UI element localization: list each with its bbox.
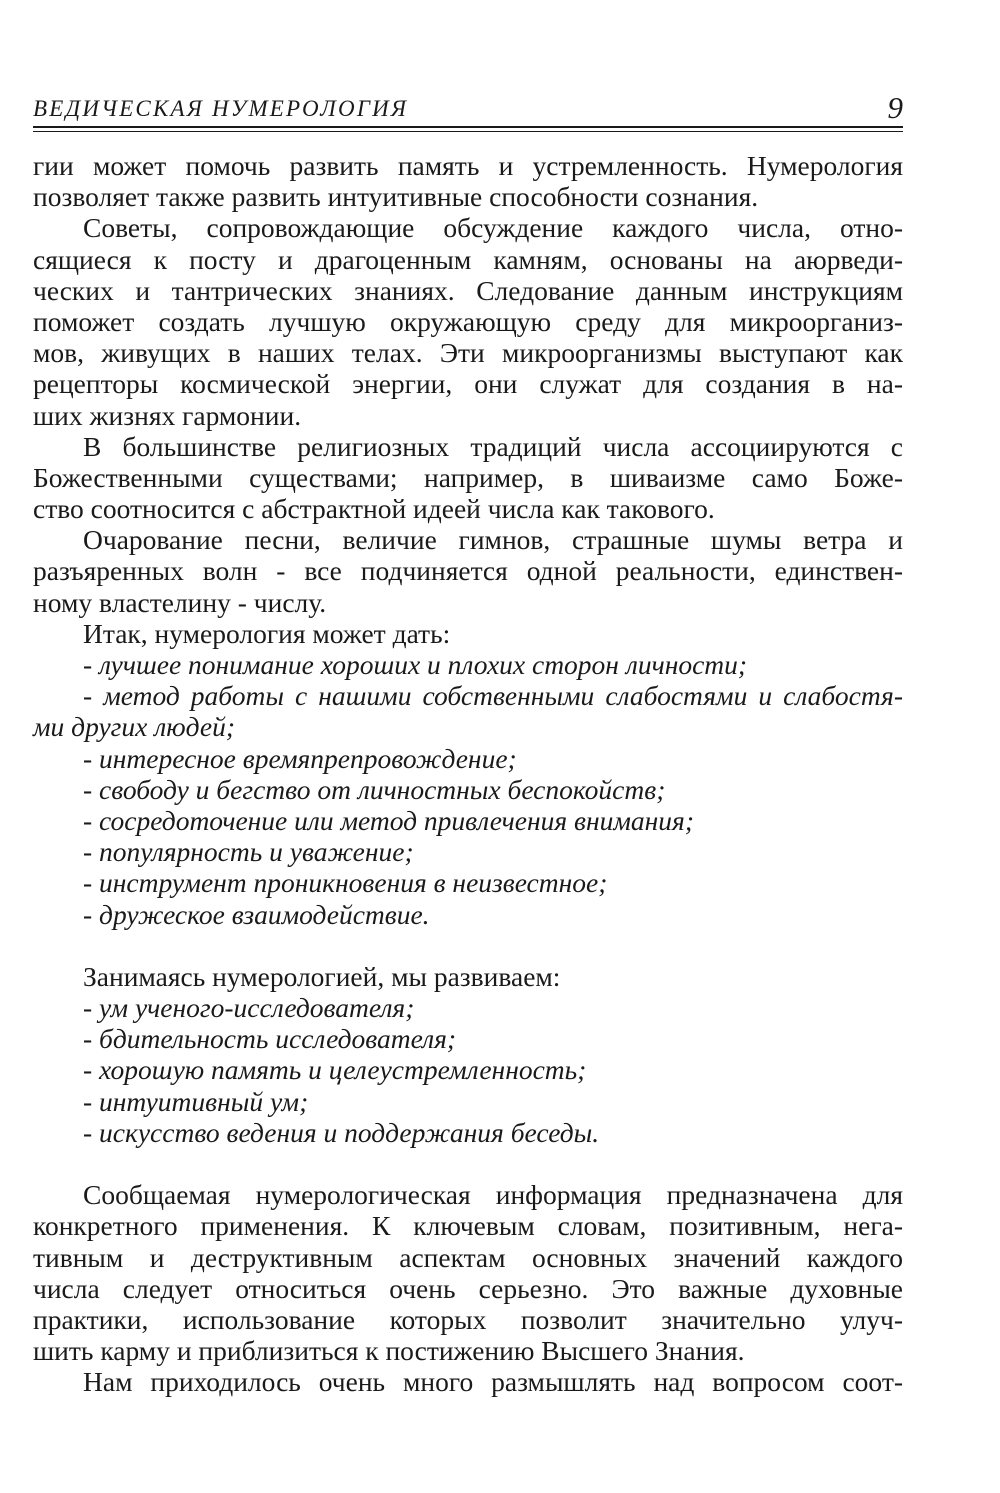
text-line: ших жизнях гармонии. [33, 399, 302, 431]
text-line: Очарование песни, величие гимнов, страшные шумы ветра и [83, 524, 903, 556]
text-line: мов, живущих в наших телах. Эти микроорганизмы выступают как [33, 337, 903, 369]
text-line: Нам приходилось очень много размышлять над вопросом соот- [83, 1366, 903, 1398]
list-heading: Итак, нумерология может дать: [83, 617, 451, 649]
text-line: рецепторы космической энергии, они служат для создания в на- [33, 368, 903, 400]
text-line: ческих и тантрических знаниях. Следование данным инструкциям [33, 274, 903, 306]
text-line: В большинстве религиозных традиций числа ассоциируются с [83, 430, 903, 462]
list-item-continuation: ми других людей; [33, 711, 235, 743]
text-line: тивным и деструктивным аспектам основных значений каждого [33, 1241, 903, 1273]
text-line: шить карму и приблизиться к постижению Высшего Знания. [33, 1335, 745, 1367]
list-item: - дружеское взаимодействие. [83, 898, 430, 930]
list-item: - лучшее понимание хороших и плохих сторон личности; [83, 649, 748, 680]
header-rule-thin [33, 131, 903, 132]
text-line: гии может помочь развить память и устремленность. Нумерология [33, 150, 903, 181]
text-line: Советы, сопровождающие обсуждение каждого числа, отно- [83, 212, 903, 244]
text-line: поможет создать лучшую окружающую среду для микроорганиз- [33, 305, 903, 337]
running-title: ВЕДИЧЕСКАЯ НУМЕРОЛОГИЯ [33, 96, 409, 121]
list-item: - метод работы с нашими собственными слабостями и слабостя- [83, 680, 903, 712]
list-item: - искусство ведения и поддержания беседы. [83, 1116, 600, 1148]
list-item: - интересное времяпрепровождение; [83, 742, 517, 774]
text-line: конкретного применения. К ключевым словам, позитивным, нега- [33, 1210, 903, 1242]
list-item: - бдительность исследователя; [83, 1023, 457, 1055]
running-head [33, 90, 903, 126]
text-line: ному властелину - числу. [33, 586, 327, 618]
text-line: Сообщаемая нумерологическая информация предназначена для [83, 1179, 903, 1211]
header-rule-thick [33, 126, 903, 128]
blank-line [33, 1148, 903, 1179]
list-item: - свободу и бегство от личностных беспокойств; [83, 773, 666, 805]
list-item: - популярность и уважение; [83, 836, 414, 868]
text-line: сящиеся к посту и драгоценным камням, основаны на аюрведи- [33, 243, 903, 275]
text-line: практики, использование которых позволит значительно улуч- [33, 1303, 903, 1335]
page-number: 9 [887, 90, 903, 125]
blank-line [33, 930, 903, 961]
text-line: Божественными существами; например, в шиваизме само Боже- [33, 461, 903, 493]
body-text [33, 150, 903, 1398]
text-line: ство соотносится с абстрактной идеей числа как такового. [33, 493, 715, 525]
list-item: - сосредоточение или метод привлечения внимания; [83, 804, 694, 836]
text-line: позволяет также развить интуитивные способности сознания. [33, 181, 759, 213]
list-item: - хорошую память и целеустремленность; [83, 1054, 587, 1086]
text-line: разъяренных волн - все подчиняется одной реальности, единствен- [33, 555, 903, 587]
text-line: числа следует относиться очень серьезно. Это важные духовные [33, 1272, 903, 1304]
list-item: - инструмент проникновения в неизвестное; [83, 867, 608, 899]
list-heading: Занимаясь нумерологией, мы развиваем: [83, 960, 561, 992]
list-item: - ум ученого-исследователя; [83, 992, 415, 1024]
list-item: - интуитивный ум; [83, 1085, 309, 1117]
